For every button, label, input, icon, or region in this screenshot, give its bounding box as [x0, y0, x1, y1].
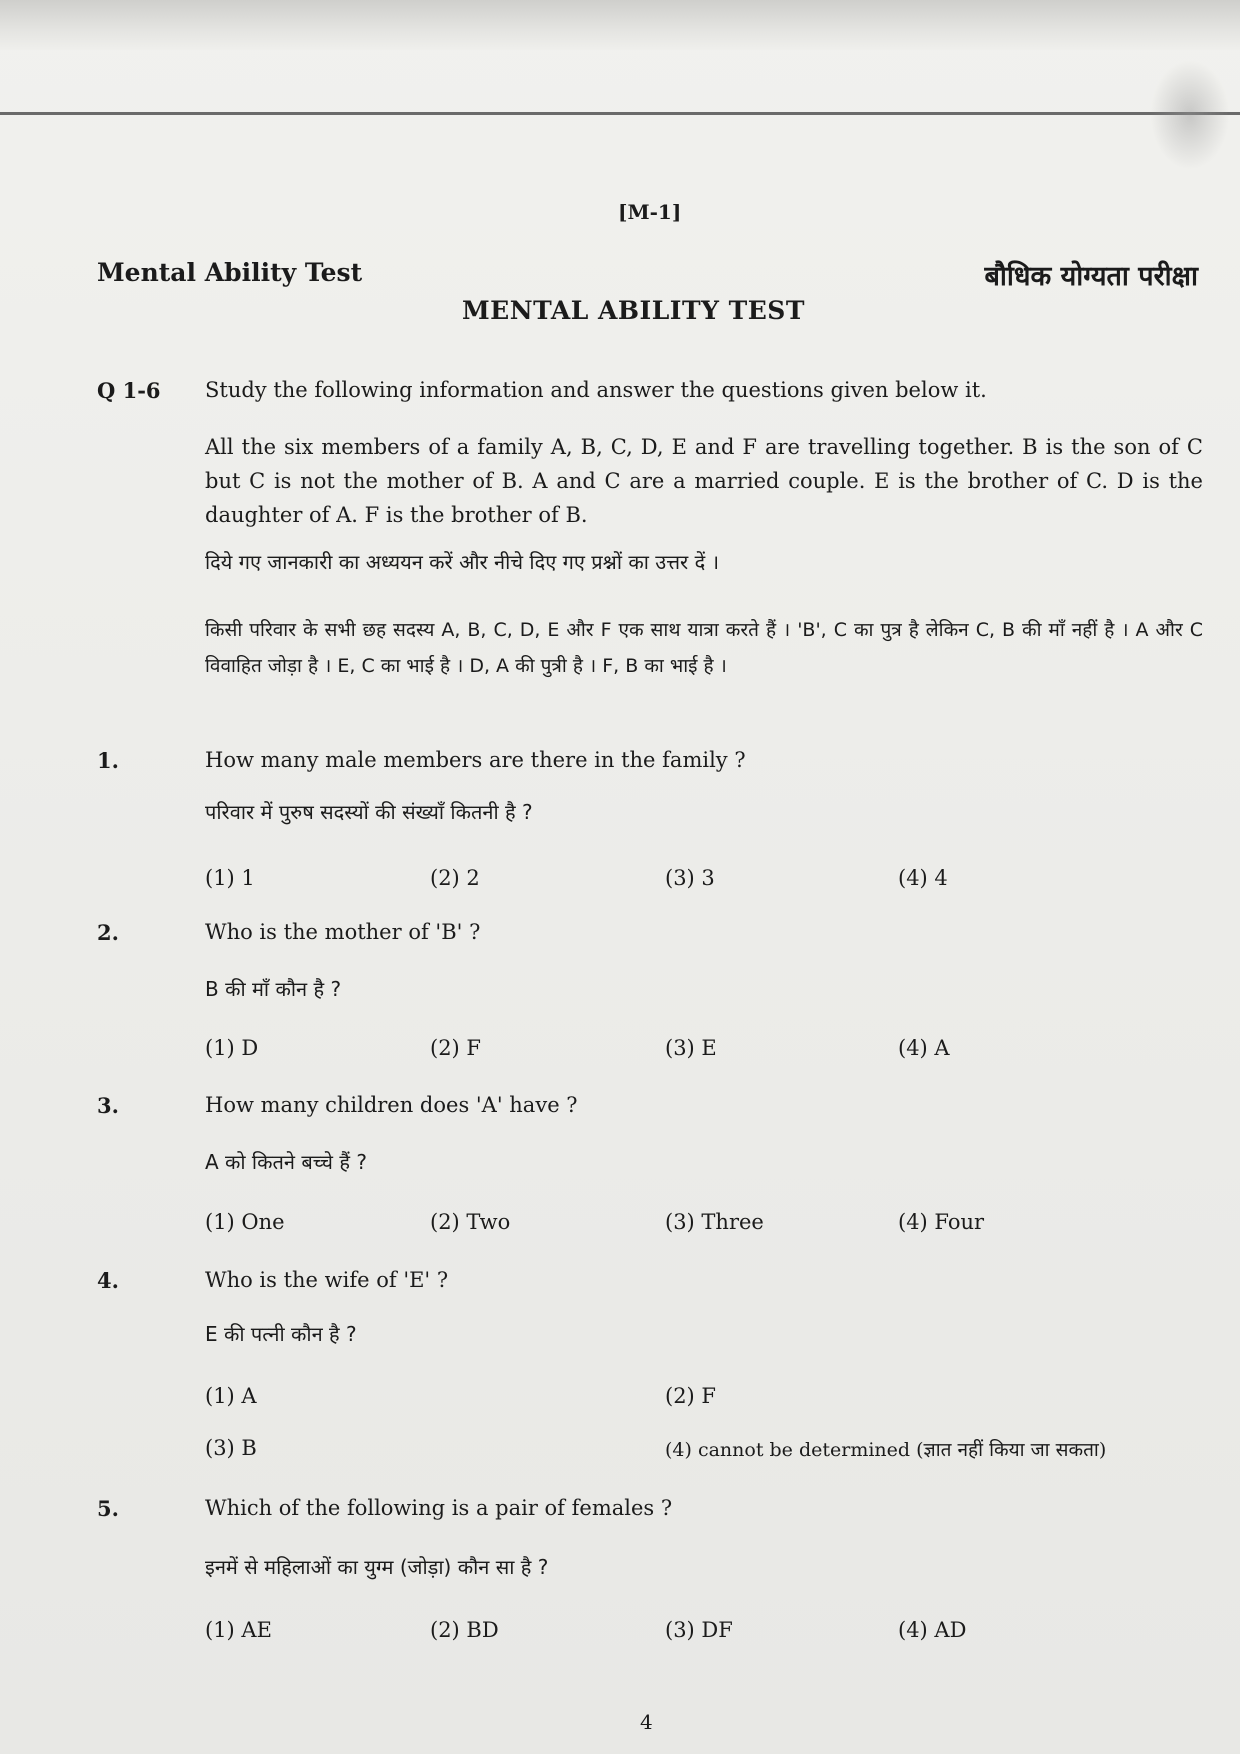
- option-1: (1) AE: [205, 1618, 272, 1642]
- option-1: (1) One: [205, 1210, 285, 1234]
- question-text-hi: E की पत्नी कौन है ?: [205, 1322, 357, 1346]
- option-2: (2) Two: [430, 1210, 511, 1234]
- option-3: (3) E: [665, 1036, 717, 1060]
- question-text-hi: इनमें से महिलाओं का युग्म (जोड़ा) कौन सा है ?: [205, 1555, 549, 1579]
- passage-instruction-en: Study the following information and answer the questions given below it.: [205, 378, 987, 402]
- option-3: (3) DF: [665, 1618, 733, 1642]
- option-4: (4) AD: [898, 1618, 967, 1642]
- option-3: (3) B: [205, 1436, 257, 1460]
- option-4: (4) cannot be determined (ज्ञात नहीं किया जा सकता): [665, 1439, 1107, 1461]
- question-number: 4.: [97, 1268, 119, 1293]
- header-rule: [0, 112, 1240, 115]
- option-2: (2) F: [430, 1036, 481, 1060]
- option-3: (3) 3: [665, 866, 715, 890]
- question-text-en: Who is the wife of 'E' ?: [205, 1268, 449, 1292]
- option-2: (2) BD: [430, 1618, 499, 1642]
- question-text-en: Who is the mother of 'B' ?: [205, 920, 481, 944]
- option-2: (2) 2: [430, 866, 480, 890]
- question-text-hi: B की माँ कौन है ?: [205, 977, 342, 1001]
- option-2: (2) F: [665, 1384, 716, 1408]
- option-1: (1) 1: [205, 866, 255, 890]
- option-1: (1) A: [205, 1384, 257, 1408]
- option-4: (4) 4: [898, 866, 948, 890]
- question-number: 5.: [97, 1496, 119, 1521]
- passage-text-en: All the six members of a family A, B, C, D, E and F are travelling together. B is the son of C but C is not the mother of B. A and C are a married couple. E is the brother of C. D is the daughter of A. F is the brother of B.: [205, 435, 1203, 527]
- option-4: (4) A: [898, 1036, 950, 1060]
- page-number: 4: [640, 1710, 653, 1734]
- question-number: 1.: [97, 748, 119, 773]
- passage-label: Q 1-6: [97, 378, 161, 403]
- question-text-en: Which of the following is a pair of females ?: [205, 1496, 673, 1520]
- question-text-hi: A को कितने बच्चे हैं ?: [205, 1150, 367, 1174]
- page-title: MENTAL ABILITY TEST: [462, 296, 805, 325]
- passage-text-hi: किसी परिवार के सभी छह सदस्य A, B, C, D, E और F एक साथ यात्रा करते हैं । 'B', C का पुत्र है लेकिन C, B की माँ नहीं है । A और C विवाहित जोड़ा है । E, C का भाई है । D, A की पुत्री है । F, B का भाई है ।: [205, 619, 1203, 677]
- option-1: (1) D: [205, 1036, 259, 1060]
- question-text-en: How many children does 'A' have ?: [205, 1093, 578, 1117]
- section-title-hindi: बौधिक योग्यता परीक्षा: [984, 261, 1198, 292]
- option-4: (4) Four: [898, 1210, 985, 1234]
- scan-smudge: [1150, 60, 1230, 170]
- question-text-en: How many male members are there in the family ?: [205, 748, 746, 772]
- option-3: (3) Three: [665, 1210, 764, 1234]
- scan-top-band: [0, 0, 1240, 50]
- question-number: 3.: [97, 1093, 119, 1118]
- paper-code: [M-1]: [618, 200, 682, 224]
- question-text-hi: परिवार में पुरुष सदस्यों की संख्याँ कितनी है ?: [205, 800, 533, 824]
- section-title-english: Mental Ability Test: [97, 258, 363, 287]
- question-number: 2.: [97, 920, 119, 945]
- passage-instruction-hi: दिये गए जानकारी का अध्ययन करें और नीचे दिए गए प्रश्नों का उत्तर दें ।: [205, 550, 720, 574]
